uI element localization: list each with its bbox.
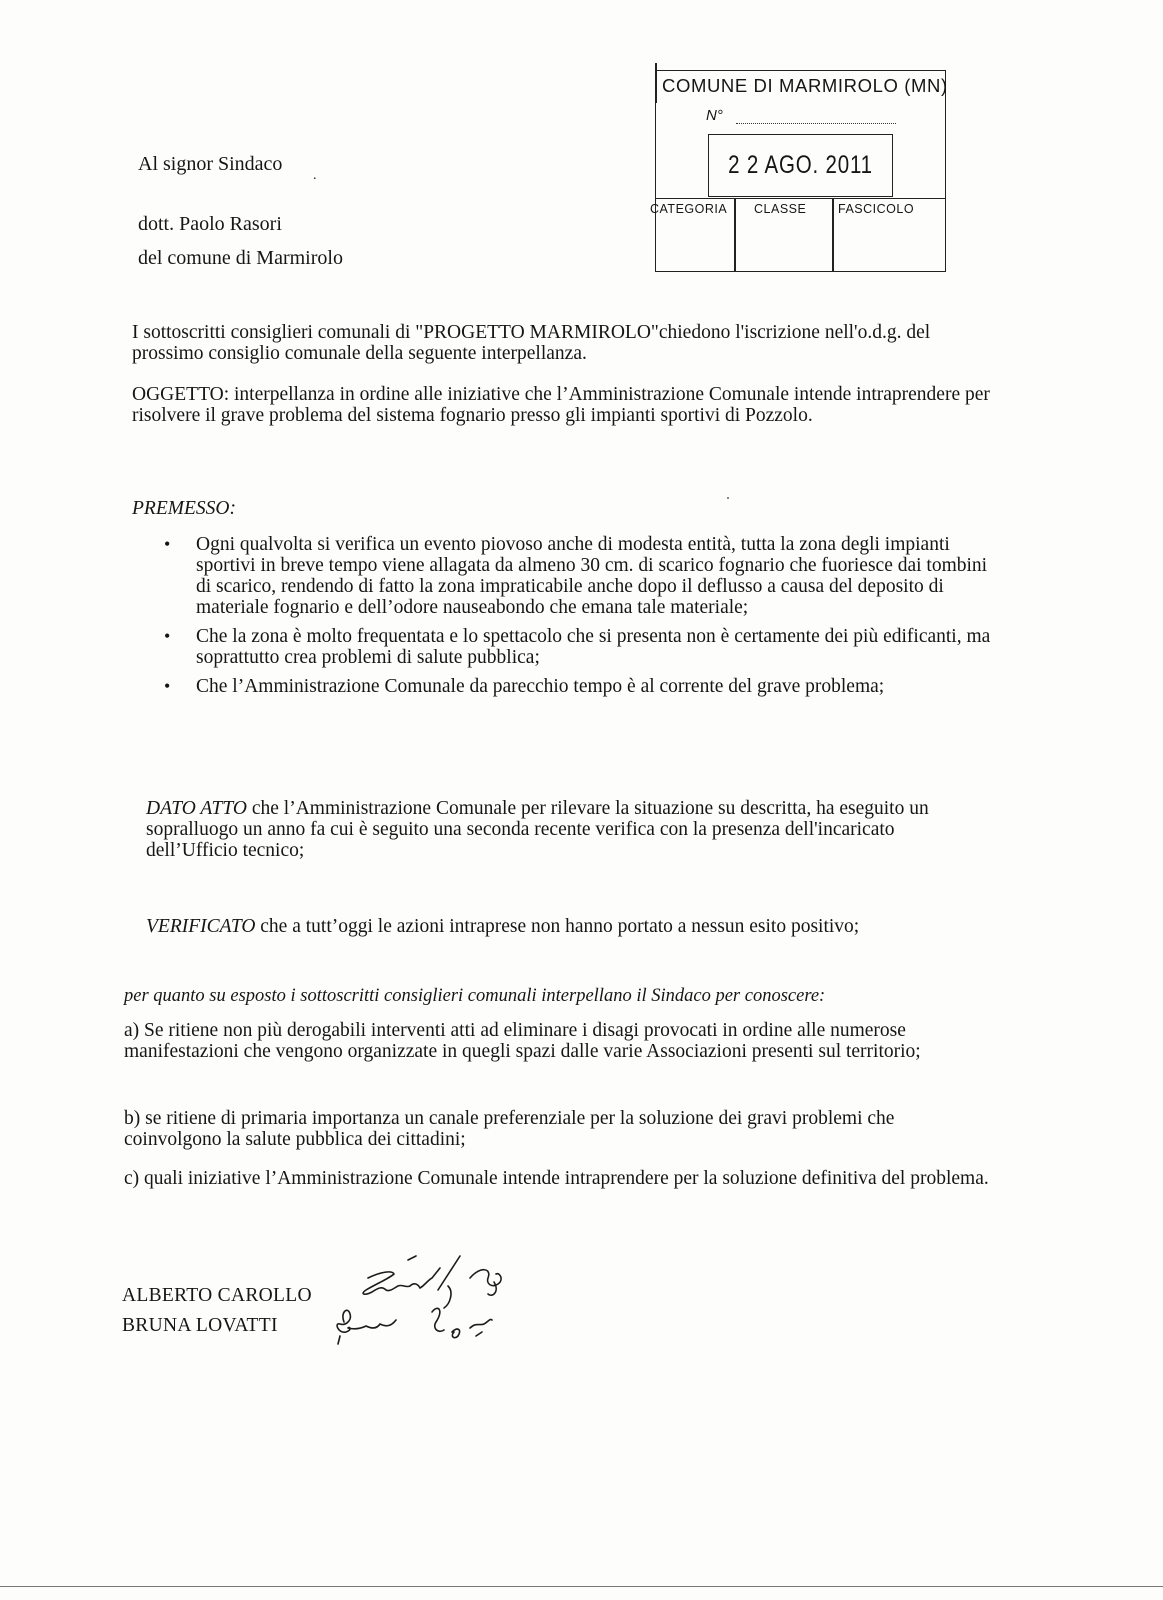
stamp-title: COMUNE DI MARMIROLO (MN)	[662, 75, 948, 96]
stamp-date: 2 2 AGO. 2011	[728, 151, 873, 179]
question-b: b) se ritiene di primaria importanza un canale preferenziale per la soluzione dei gravi problemi che coinvolgono la salute pubblica dei cittadini;	[124, 1108, 895, 1150]
recipient-line-3: del comune di Marmirolo	[138, 247, 343, 269]
interpellano-line: per quanto su esposto i sottoscritti consiglieri comunali interpellano il Sindaco per conoscere:	[124, 986, 826, 1006]
page-edge-line	[0, 1586, 1163, 1587]
question-a: a) Se ritiene non più derogabili interventi atti ad eliminare i disagi provocati in ordine alle numerose manifestazioni che vengono organizzate in quegli spazi dalle varie Associazioni presenti sul territorio;	[124, 1020, 921, 1062]
question-c: c) quali iniziative l’Amministrazione Comunale intende intraprendere per la soluzione definitiva del problema.	[124, 1168, 989, 1189]
stamp-col-classe: CLASSE	[754, 202, 807, 216]
premesso-list	[196, 534, 996, 705]
stamp-date-box	[708, 134, 893, 197]
signatory-name: BRUNA LOVATTI	[122, 1315, 278, 1336]
premesso-heading: PREMESSO:	[132, 498, 236, 519]
signatories	[122, 1281, 312, 1341]
recipient-line-2: dott. Paolo Rasori	[138, 213, 282, 235]
stamp-number-label: N°	[706, 107, 723, 124]
stamp-col-categoria: CATEGORIA	[650, 202, 728, 216]
list-item: • Che l’Amministrazione Comunale da parecchio tempo è al corrente del grave problema;	[196, 676, 996, 697]
list-item: • Che la zona è molto frequentata e lo spettacolo che si presenta non è certamente dei più edificanti, ma soprattutto crea problemi di salute pubblica;	[196, 626, 996, 668]
stamp-number-line	[736, 123, 896, 124]
stamp-col-fascicolo: FASCICOLO	[838, 202, 915, 216]
stray-mark: .	[313, 168, 317, 183]
oggetto-paragraph: OGGETTO: interpellanza in ordine alle iniziative che l’Amministrazione Comunale intende intraprendere per risolvere il grave problema del sistema fognario presso gli impianti sportivi di Pozzolo.	[132, 384, 990, 426]
handwritten-signature	[320, 1248, 530, 1368]
signatory-name: ALBERTO CAROLLO	[122, 1285, 312, 1306]
verificato-text: che a tutt’oggi le azioni intraprese non hanno portato a nessun esito positivo;	[255, 916, 860, 937]
recipient-line-1: Al signor Sindaco	[138, 153, 283, 175]
verificato-label: VERIFICATO	[146, 916, 256, 937]
protocol-stamp	[650, 70, 948, 272]
dato-atto-paragraph	[146, 798, 956, 861]
dato-atto-text: che l’Amministrazione Comunale per rilevare la situazione su descritta, ha eseguito un sopralluogo un anno fa cui è seguito una seconda recente verifica con la presenza dell'incaricato dell’Ufficio tecnico;	[146, 798, 929, 861]
intro-paragraph: I sottoscritti consiglieri comunali di "PROGETTO MARMIROLO"chiedono l'iscrizione nell'o.d.g. del prossimo consiglio comunale della seguente interpellanza.	[132, 322, 931, 364]
verificato-paragraph	[146, 916, 976, 937]
dato-atto-label: DATO ATTO	[146, 798, 247, 819]
list-item: • Ogni qualvolta si verifica un evento piovoso anche di modesta entità, tutta la zona degli impianti sportivi in breve tempo viene allagata da almeno 30 cm. di scarico fognario che fuoriesce dai tombini di scarico, rendendo di fatto la zona impraticabile anche dopo il deflusso a causa del deposito di materiale fognario e dell’odore nauseabondo che emana tale materiale;	[196, 534, 996, 618]
